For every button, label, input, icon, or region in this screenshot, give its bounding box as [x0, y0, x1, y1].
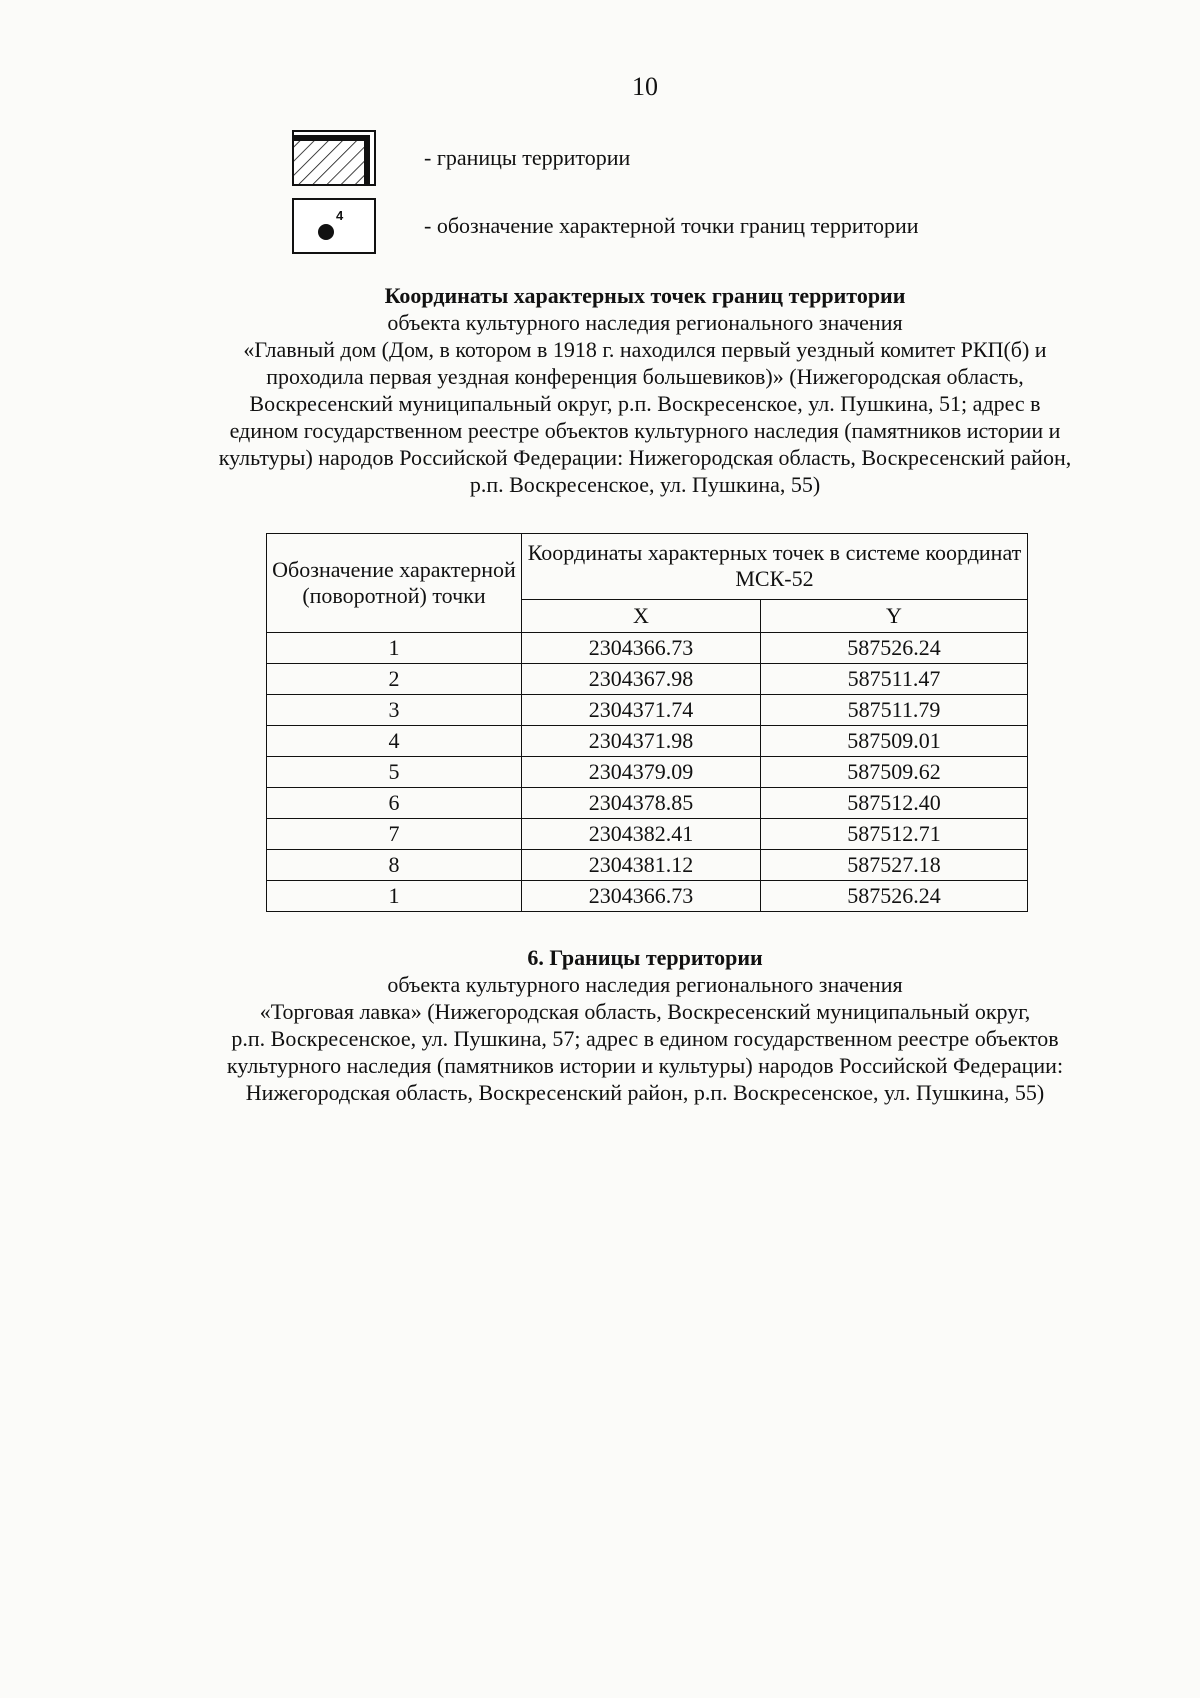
coordinates-description-line: р.п. Воскресенское, ул. Пушкина, 55): [469, 472, 821, 497]
table-row: [267, 664, 1028, 695]
y-cell: 587512.40: [761, 788, 1028, 819]
point-cell: 1: [267, 633, 522, 664]
x-cell: 2304367.98: [522, 664, 761, 695]
x-cell: 2304366.73: [522, 633, 761, 664]
section-6-title: 6. Границы территории: [527, 945, 763, 970]
point-cell: 4: [267, 726, 522, 757]
point-cell: 5: [267, 757, 522, 788]
hatched-territory-box-icon: [292, 130, 376, 186]
coordinates-description-line: Воскресенский муниципальный округ, р.п. Воскресенское, ул. Пушкина, 51; адрес в: [249, 391, 1041, 416]
section-6-description-line: «Торговая лавка» (Нижегородская область, Воскресенский муниципальный округ,: [259, 999, 1031, 1024]
legend-item-characteristic-point: [292, 198, 918, 254]
x-cell: 2304381.12: [522, 850, 761, 881]
legend-label-territory-boundary: - границы территории: [424, 145, 631, 170]
table-row: [267, 788, 1028, 819]
coordinates-subtitle: объекта культурного наследия регионального значения: [387, 310, 903, 335]
x-cell: 2304378.85: [522, 788, 761, 819]
coordinates-description-line: культуры) народов Российской Федерации: Нижегородская область, Воскресенский район,: [218, 445, 1072, 470]
point-cell: 6: [267, 788, 522, 819]
x-cell: 2304371.74: [522, 695, 761, 726]
section-6-description-line: культурного наследия (памятников истории и культуры) народов Российской Федерации:: [226, 1053, 1064, 1078]
x-cell: 2304366.73: [522, 881, 761, 912]
section-6-description-line: Нижегородская область, Воскресенский район, р.п. Воскресенское, ул. Пушкина, 55): [245, 1080, 1045, 1105]
point-cell: 1: [267, 881, 522, 912]
table-row: [267, 726, 1028, 757]
characteristic-point-icon: [292, 198, 376, 254]
y-cell: 587526.24: [761, 633, 1028, 664]
point-label: 4: [336, 208, 344, 223]
y-cell: 587527.18: [761, 850, 1028, 881]
y-cell: 587512.71: [761, 819, 1028, 850]
table-row: [267, 881, 1028, 912]
table-row: [267, 695, 1028, 726]
section-6-subtitle: объекта культурного наследия регионального значения: [387, 972, 903, 997]
x-cell: 2304371.98: [522, 726, 761, 757]
page-number: 10: [632, 72, 658, 101]
header-x: X: [522, 599, 761, 632]
table-row: [267, 850, 1028, 881]
point-cell: 2: [267, 664, 522, 695]
y-cell: 587511.79: [761, 695, 1028, 726]
section-6: [150, 944, 1140, 1106]
coordinates-description-line: проходила первая уездная конференция большевиков)» (Нижегородская область,: [266, 364, 1024, 389]
coordinates-heading: [150, 282, 1140, 498]
point-cell: 8: [267, 850, 522, 881]
coordinates-title: Координаты характерных точек границ территории: [384, 283, 906, 308]
y-cell: 587511.47: [761, 664, 1028, 695]
coordinates-description-line: едином государственном реестре объектов культурного наследия (памятников истории и: [229, 418, 1061, 443]
point-cell: 3: [267, 695, 522, 726]
coordinates-table: [266, 533, 1028, 912]
coordinates-description-line: «Главный дом (Дом, в котором в 1918 г. находился первый уездный комитет РКП(б) и: [243, 337, 1047, 362]
table-row: [267, 757, 1028, 788]
legend-item-territory-boundary: [292, 130, 630, 186]
table-row: [267, 819, 1028, 850]
table-row: [267, 633, 1028, 664]
header-coordinates-system: Координаты характерных точек в системе координат МСК-52: [522, 534, 1028, 600]
y-cell: 587526.24: [761, 881, 1028, 912]
header-y: Y: [761, 599, 1028, 632]
header-point-designation: Обозначение характерной (поворотной) точки: [267, 534, 522, 633]
point-cell: 7: [267, 819, 522, 850]
section-6-description-line: р.п. Воскресенское, ул. Пушкина, 57; адрес в едином государственном реестре объектов: [231, 1026, 1059, 1051]
x-cell: 2304379.09: [522, 757, 761, 788]
y-cell: 587509.62: [761, 757, 1028, 788]
x-cell: 2304382.41: [522, 819, 761, 850]
y-cell: 587509.01: [761, 726, 1028, 757]
legend-label-characteristic-point: - обозначение характерной точки границ территории: [424, 213, 919, 238]
